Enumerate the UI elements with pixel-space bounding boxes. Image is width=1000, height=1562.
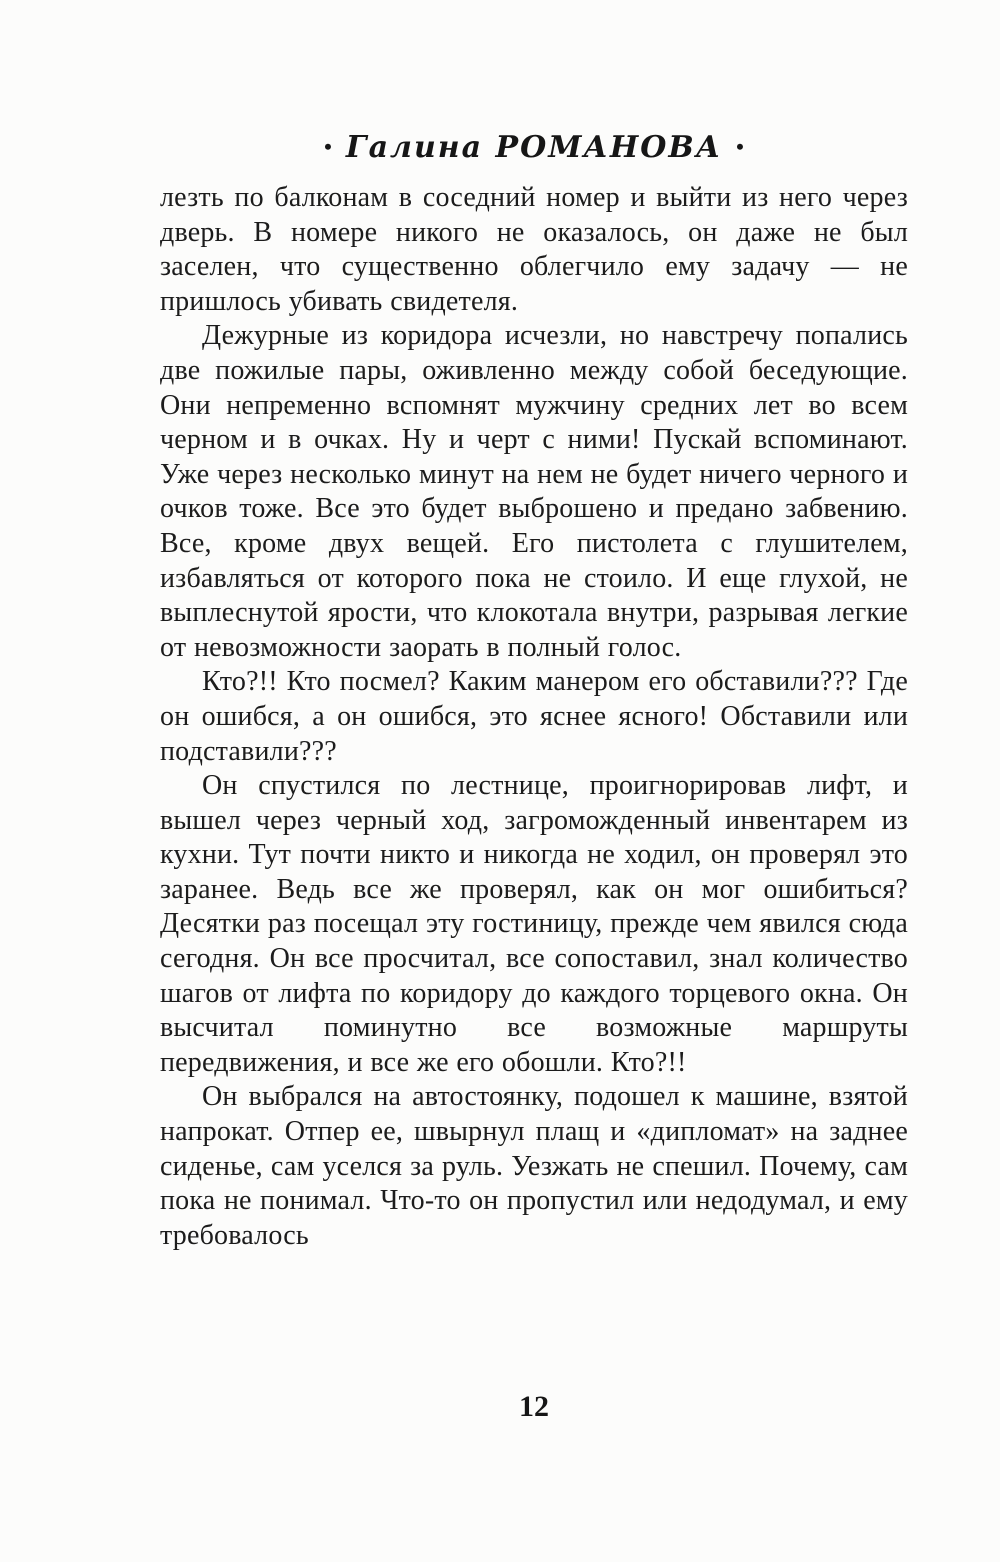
paragraph: лезть по балконам в соседний номер и выйти из него через дверь. В номере никого не оказалось, он даже не был заселен, что существенно облегчило ему задачу — не пришлось убивать свидетеля. [160,182,908,317]
bullet-icon: • [736,134,744,159]
paragraph: Дежурные из коридора исчезли, но навстречу попались две пожилые пары, оживленно между собой беседующие. Они непременно вспомнят мужчину средних лет во всем черном и в очках. Ну и черт с ними! Пускай вспоминают. Уже через несколько минут на нем не будет ничего черного и очков тоже. Все это будет выброшено и предано забвению. Все, кроме двух вещей. Его пистолета с глушителем, избавляться от которого пока не стоило. И еще глухой, не выплеснутой ярости, что клокотала внутри, разрывая легкие от невозможности заорать в полный голос. [160,320,908,663]
text-block [160,128,908,1253]
paragraph: Кто?!! Кто посмел? Каким манером его обставили??? Где он ошибся, а он ошибся, это яснее ясного! Обставили или подставили??? [160,666,908,767]
paragraph: Он спустился по лестнице, проигнорировав лифт, и вышел через черный ход, загроможденный инвентарем из кухни. Тут почти никто и никогда не ходил, он проверял это заранее. Ведь все же проверял, как он мог ошибиться? Десятки раз посещал эту гостиницу, прежде чем явился сюда сегодня. Он все просчитал, все сопоставил, знал количество шагов от лифта по коридору до каждого торцевого окна. Он высчитал поминутно все возможные маршруты передвижения, и все же его обошли. Кто?!! [160,770,908,1078]
bullet-icon: • [324,134,332,159]
running-header [160,128,908,167]
page-number: 12 [519,1390,549,1423]
paragraph: Он выбрался на автостоянку, подошел к машине, взятой напрокат. Отпер ее, швырнул плащ и «дипломат» на заднее сиденье, сам уселся за руль. Уезжать не спешил. Почему, сам пока не понимал. Что-то он пропустил или недодумал, и ему требовалось [160,1081,908,1251]
page-text [160,181,908,1253]
author-name: Галина РОМАНОВА [345,130,723,165]
